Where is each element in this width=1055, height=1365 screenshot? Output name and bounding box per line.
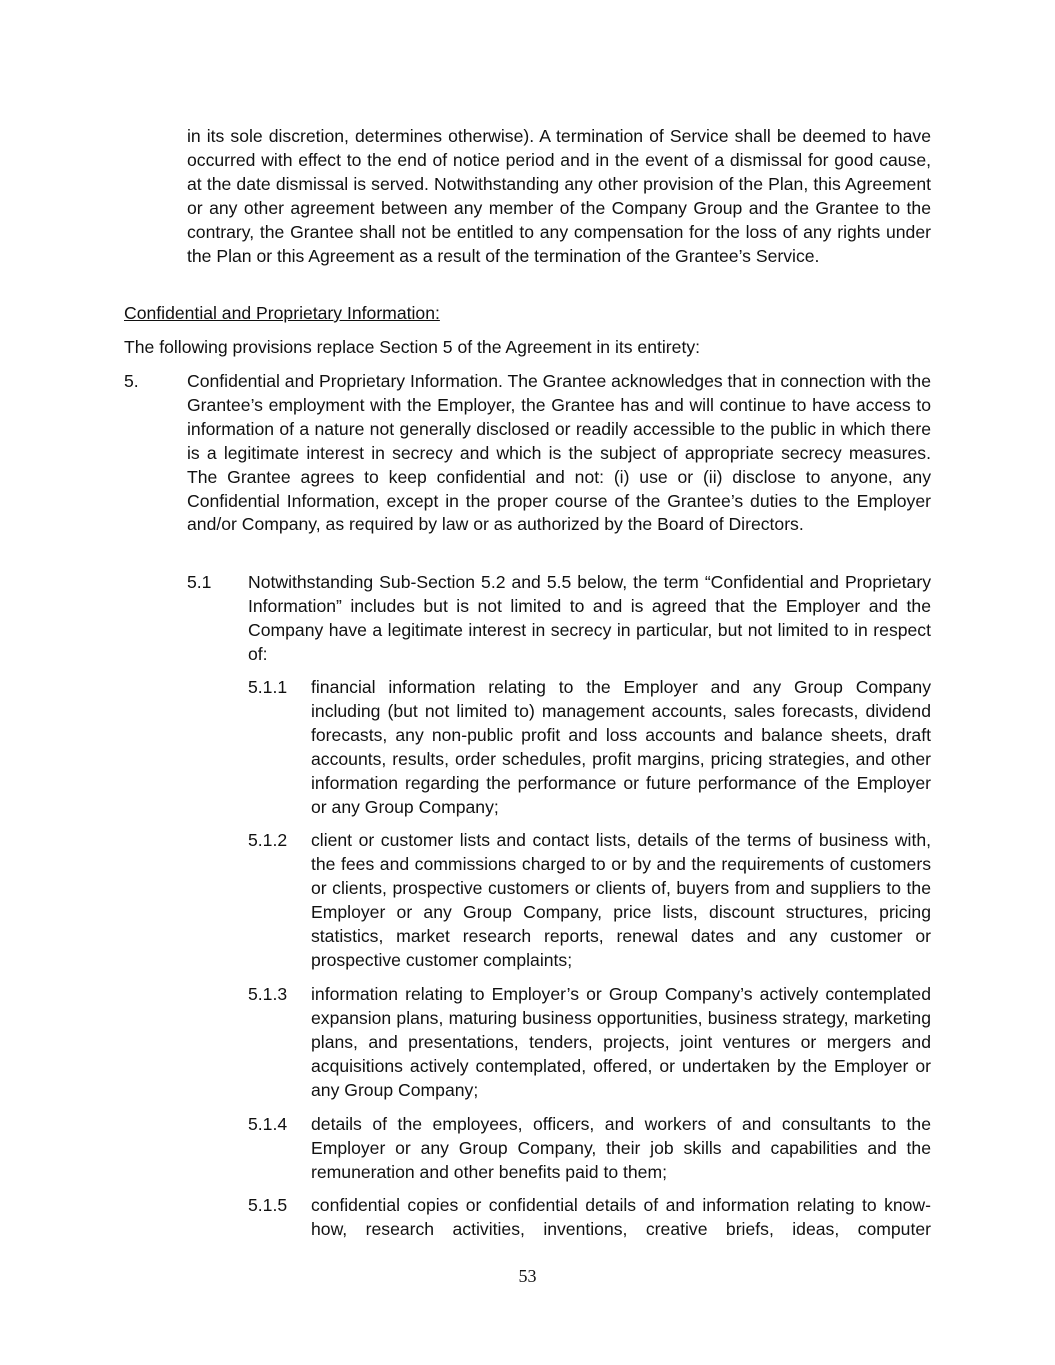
section-5-1-4-text: details of the employees, officers, and workers of and consultants to the Employer or any Group Company, their job skills and capabilities and the remuneration and other benefits paid to them; (311, 1114, 931, 1182)
section-5-1-5-text: confidential copies or confidential details of and information relating to know-how, research activities, inventions, creative briefs, ideas, computer (311, 1195, 931, 1239)
section-5-1-text: Notwithstanding Sub-Section 5.2 and 5.5 below, the term “Confidential and Proprietary Information” includes but is not limited to and is agreed that the Employer and the Company have a legitimate interest in secrecy in particular, but not limited to in respect of: (248, 572, 931, 664)
section-5-1-2-number: 5.1.2 (248, 830, 288, 850)
section-5-text: Confidential and Proprietary Information. The Grantee acknowledges that in connection with the Grantee’s employment with the Employer, the Grantee has and will continue to have access to information of a nature not generally disclosed or readily accessible to the public in which there is a legitimate interest in secrecy and which is the subject of appropriate secrecy measures. The Grantee agrees to keep confidential and not: (i) use or (ii) disclose to anyone, any Confidential Information, except in the proper course of the Grantee’s duties to the Employer and/or Company, as required by law or as authorized by the Board of Directors. (187, 371, 931, 535)
section-5-1-3-number: 5.1.3 (248, 984, 288, 1004)
page-number: 53 (518, 1266, 537, 1286)
section-5-1-4-number: 5.1.4 (248, 1114, 288, 1134)
section-5-1-3-text: information relating to Employer’s or Group Company’s actively contemplated expansion plans, maturing business opportunities, business strategy, marketing plans, and presentations, tenders, projects, joint ventures or mergers and acquisitions actively contemplated, offered, or undertaken by the Employer or any Group Company; (311, 984, 931, 1100)
section-5-1-number: 5.1 (187, 572, 212, 592)
section-5-1-1-number: 5.1.1 (248, 677, 288, 697)
intro-paragraph: The following provisions replace Section 5 of the Agreement in its entirety: (124, 337, 701, 357)
continuation-paragraph: in its sole discretion, determines otherwise). A termination of Service shall be deemed to have occurred with effect to the end of notice period and in the event of a dismissal for good cause, at the date dismissal is served. Notwithstanding any other provision of the Plan, this Agreement or any other agreement between any member of the Company Group and the Grantee to the contrary, the Grantee shall not be entitled to any compensation for the loss of any rights under the Plan or this Agreement as a result of the termination of the Grantee’s Service. (187, 126, 931, 266)
section-5-number: 5. (124, 371, 139, 391)
section-5-1-1-text: financial information relating to the Employer and any Group Company including (but not limited to) management accounts, sales forecasts, dividend forecasts, any non-public profit and loss accounts and balance sheets, draft accounts, results, order schedules, profit margins, pricing strategies, and other information regarding the performance or future performance of the Employer or any Group Company; (311, 677, 931, 817)
section-heading: Confidential and Proprietary Information: (124, 303, 440, 323)
section-5-1-2-text: client or customer lists and contact lists, details of the terms of business with, the fees and commissions charged to or by and the requirements of customers or clients, prospective customers or clients of, buyers from and suppliers to the Employer or any Group Company, price lists, discount structures, pricing statistics, market research reports, renewal dates and any customer or prospective customer complaints; (311, 830, 931, 970)
section-5-1-5-number: 5.1.5 (248, 1195, 288, 1215)
